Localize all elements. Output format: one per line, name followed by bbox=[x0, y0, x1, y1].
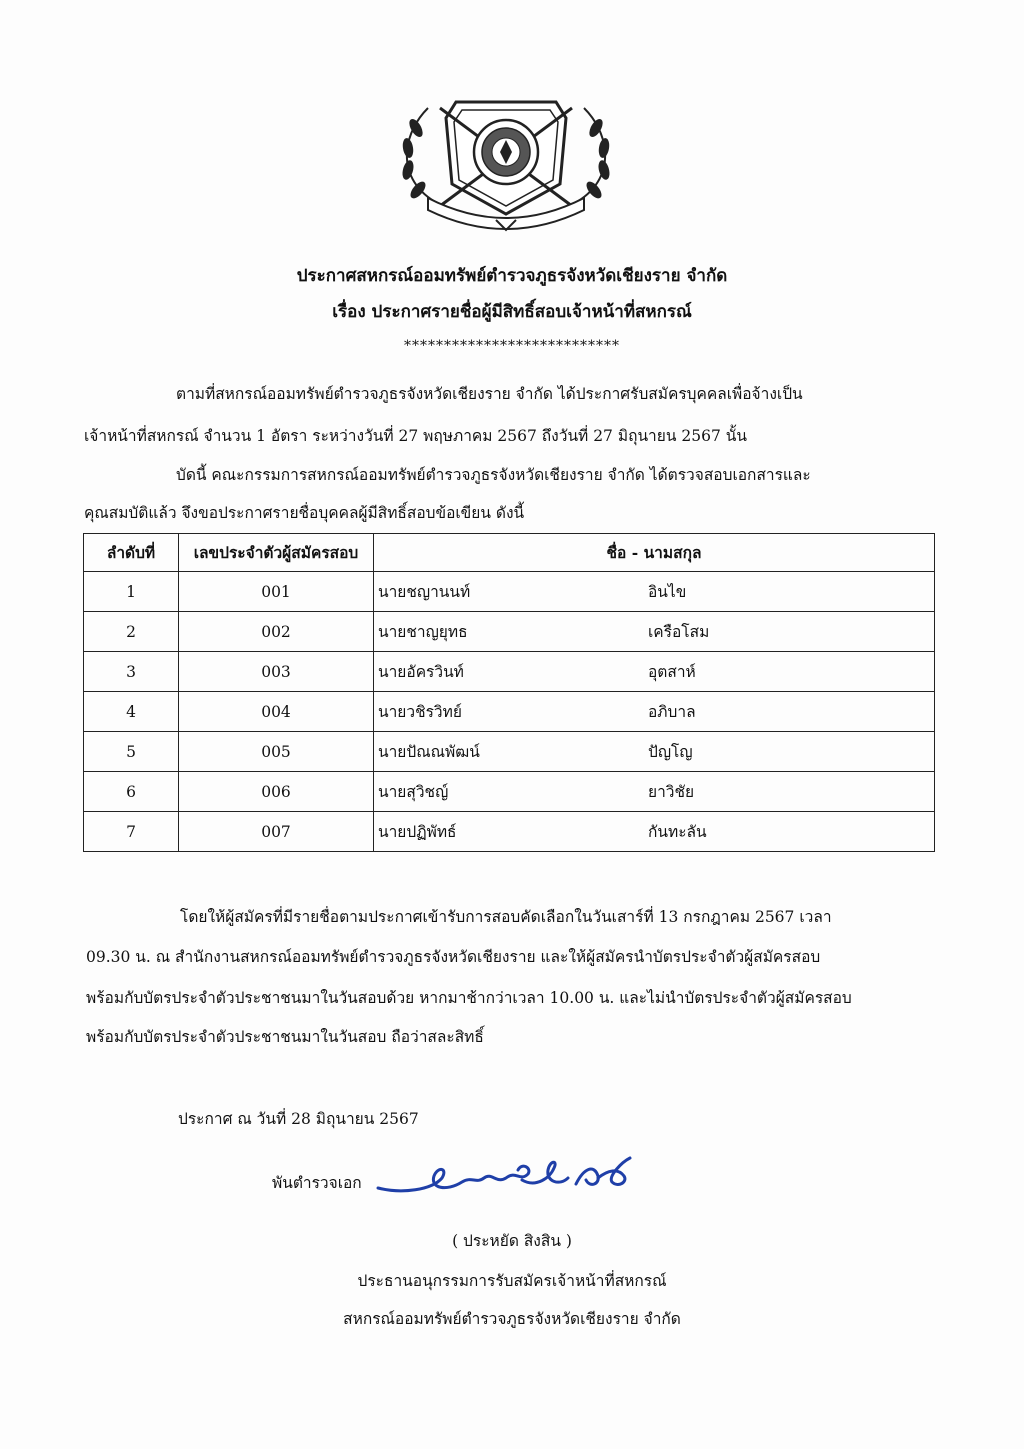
row-last-name: ยาวิชัย bbox=[648, 783, 695, 801]
table-row bbox=[84, 772, 935, 812]
row-full-name bbox=[374, 772, 935, 812]
intro-paragraph-1-line-2: เจ้าหน้าที่สหกรณ์ จำนวน 1 อัตรา ระหว่างวันที่ 27 พฤษภาคม 2567 ถึงวันที่ 27 มิถุนายน 2567 นั้น bbox=[84, 427, 747, 445]
header-no: ลำดับที่ bbox=[84, 534, 179, 572]
row-applicant-id: 001 bbox=[179, 572, 374, 612]
handwritten-signature bbox=[372, 1148, 642, 1208]
row-applicant-id: 002 bbox=[179, 612, 374, 652]
row-no: 6 bbox=[84, 772, 179, 812]
table-row bbox=[84, 812, 935, 852]
announcement-date: ประกาศ ณ วันที่ 28 มิถุนายน 2567 bbox=[178, 1110, 419, 1128]
row-no: 1 bbox=[84, 572, 179, 612]
row-last-name: กันทะลัน bbox=[648, 823, 707, 841]
signer-name: ( ประหยัด สิงสิน ) bbox=[452, 1232, 572, 1250]
table-row bbox=[84, 692, 935, 732]
table-row bbox=[84, 652, 935, 692]
table-row bbox=[84, 612, 935, 652]
row-no: 7 bbox=[84, 812, 179, 852]
row-first-name: นายอัครวินท์ bbox=[378, 663, 464, 681]
row-first-name: นายชญานนท์ bbox=[378, 583, 471, 601]
eligible-candidates-table bbox=[83, 533, 935, 852]
intro-paragraph-1-line-1: ตามที่สหกรณ์ออมทรัพย์ตำรวจภูธรจังหวัดเชียงราย จำกัด ได้ประกาศรับสมัครบุคคลเพื่อจ้างเป็น bbox=[176, 385, 803, 403]
table-row bbox=[84, 572, 935, 612]
header-full-name: ชื่อ - นามสกุล bbox=[374, 534, 935, 572]
row-no: 3 bbox=[84, 652, 179, 692]
row-no: 4 bbox=[84, 692, 179, 732]
row-no: 5 bbox=[84, 732, 179, 772]
table-header-row bbox=[84, 534, 935, 572]
row-full-name bbox=[374, 652, 935, 692]
row-no: 2 bbox=[84, 612, 179, 652]
police-cooperative-emblem-icon bbox=[388, 88, 624, 238]
divider: *************************** bbox=[404, 338, 620, 354]
signer-position: ประธานอนุกรรมการรับสมัครเจ้าหน้าที่สหกรณ์ bbox=[357, 1272, 667, 1290]
row-applicant-id: 006 bbox=[179, 772, 374, 812]
notice-line-1: โดยให้ผู้สมัครที่มีรายชื่อตามประกาศเข้ารับการสอบคัดเลือกในวันเสาร์ที่ 13 กรกฎาคม 2567 เวลา bbox=[180, 908, 832, 926]
row-full-name bbox=[374, 612, 935, 652]
row-last-name: อินไข bbox=[648, 583, 687, 601]
announcement-subject: เรื่อง ประกาศรายชื่อผู้มีสิทธิ์สอบเจ้าหน้าที่สหกรณ์ bbox=[332, 302, 692, 322]
intro-paragraph-2-line-1: บัดนี้ คณะกรรมการสหกรณ์ออมทรัพย์ตำรวจภูธรจังหวัดเชียงราย จำกัด ได้ตรวจสอบเอกสารและ bbox=[176, 466, 811, 484]
row-last-name: อุตสาห์ bbox=[648, 663, 696, 681]
row-full-name bbox=[374, 732, 935, 772]
row-full-name bbox=[374, 812, 935, 852]
row-applicant-id: 003 bbox=[179, 652, 374, 692]
row-full-name bbox=[374, 692, 935, 732]
notice-line-2: 09.30 น. ณ สำนักงานสหกรณ์ออมทรัพย์ตำรวจภูธรจังหวัดเชียงราย และให้ผู้สมัครนำบัตรประจำตัวผู้สมัครสอบ bbox=[86, 948, 821, 966]
notice-line-3: พร้อมกับบัตรประจำตัวประชาชนมาในวันสอบด้วย หากมาช้ากว่าเวลา 10.00 น. และไม่นำบัตรประจำตัวผู้สมัครสอบ bbox=[86, 989, 852, 1007]
row-first-name: นายชาญยุทธ bbox=[378, 623, 468, 641]
table-row bbox=[84, 732, 935, 772]
notice-line-4: พร้อมกับบัตรประจำตัวประชาชนมาในวันสอบ ถือว่าสละสิทธิ์ bbox=[86, 1028, 484, 1046]
announcement-title: ประกาศสหกรณ์ออมทรัพย์ตำรวจภูธรจังหวัดเชียงราย จำกัด bbox=[296, 266, 728, 286]
row-applicant-id: 004 bbox=[179, 692, 374, 732]
header-applicant-id: เลขประจำตัวผู้สมัครสอบ bbox=[179, 534, 374, 572]
signer-rank: พันตำรวจเอก bbox=[272, 1174, 362, 1192]
row-full-name bbox=[374, 572, 935, 612]
row-first-name: นายปฏิพัทธ์ bbox=[378, 823, 457, 841]
row-first-name: นายวชิรวิทย์ bbox=[378, 703, 462, 721]
row-first-name: นายสุวิชญ์ bbox=[378, 783, 449, 801]
row-applicant-id: 007 bbox=[179, 812, 374, 852]
row-last-name: ปัญโญ bbox=[648, 743, 693, 761]
row-first-name: นายปัณณพัฒน์ bbox=[378, 743, 480, 761]
intro-paragraph-2-line-2: คุณสมบัติแล้ว จึงขอประกาศรายชื่อบุคคลผู้มีสิทธิ์สอบข้อเขียน ดังนี้ bbox=[84, 504, 525, 522]
row-last-name: อภิบาล bbox=[648, 703, 696, 721]
row-applicant-id: 005 bbox=[179, 732, 374, 772]
row-last-name: เครือโสม bbox=[648, 623, 710, 641]
organization-name: สหกรณ์ออมทรัพย์ตำรวจภูธรจังหวัดเชียงราย จำกัด bbox=[343, 1310, 681, 1328]
